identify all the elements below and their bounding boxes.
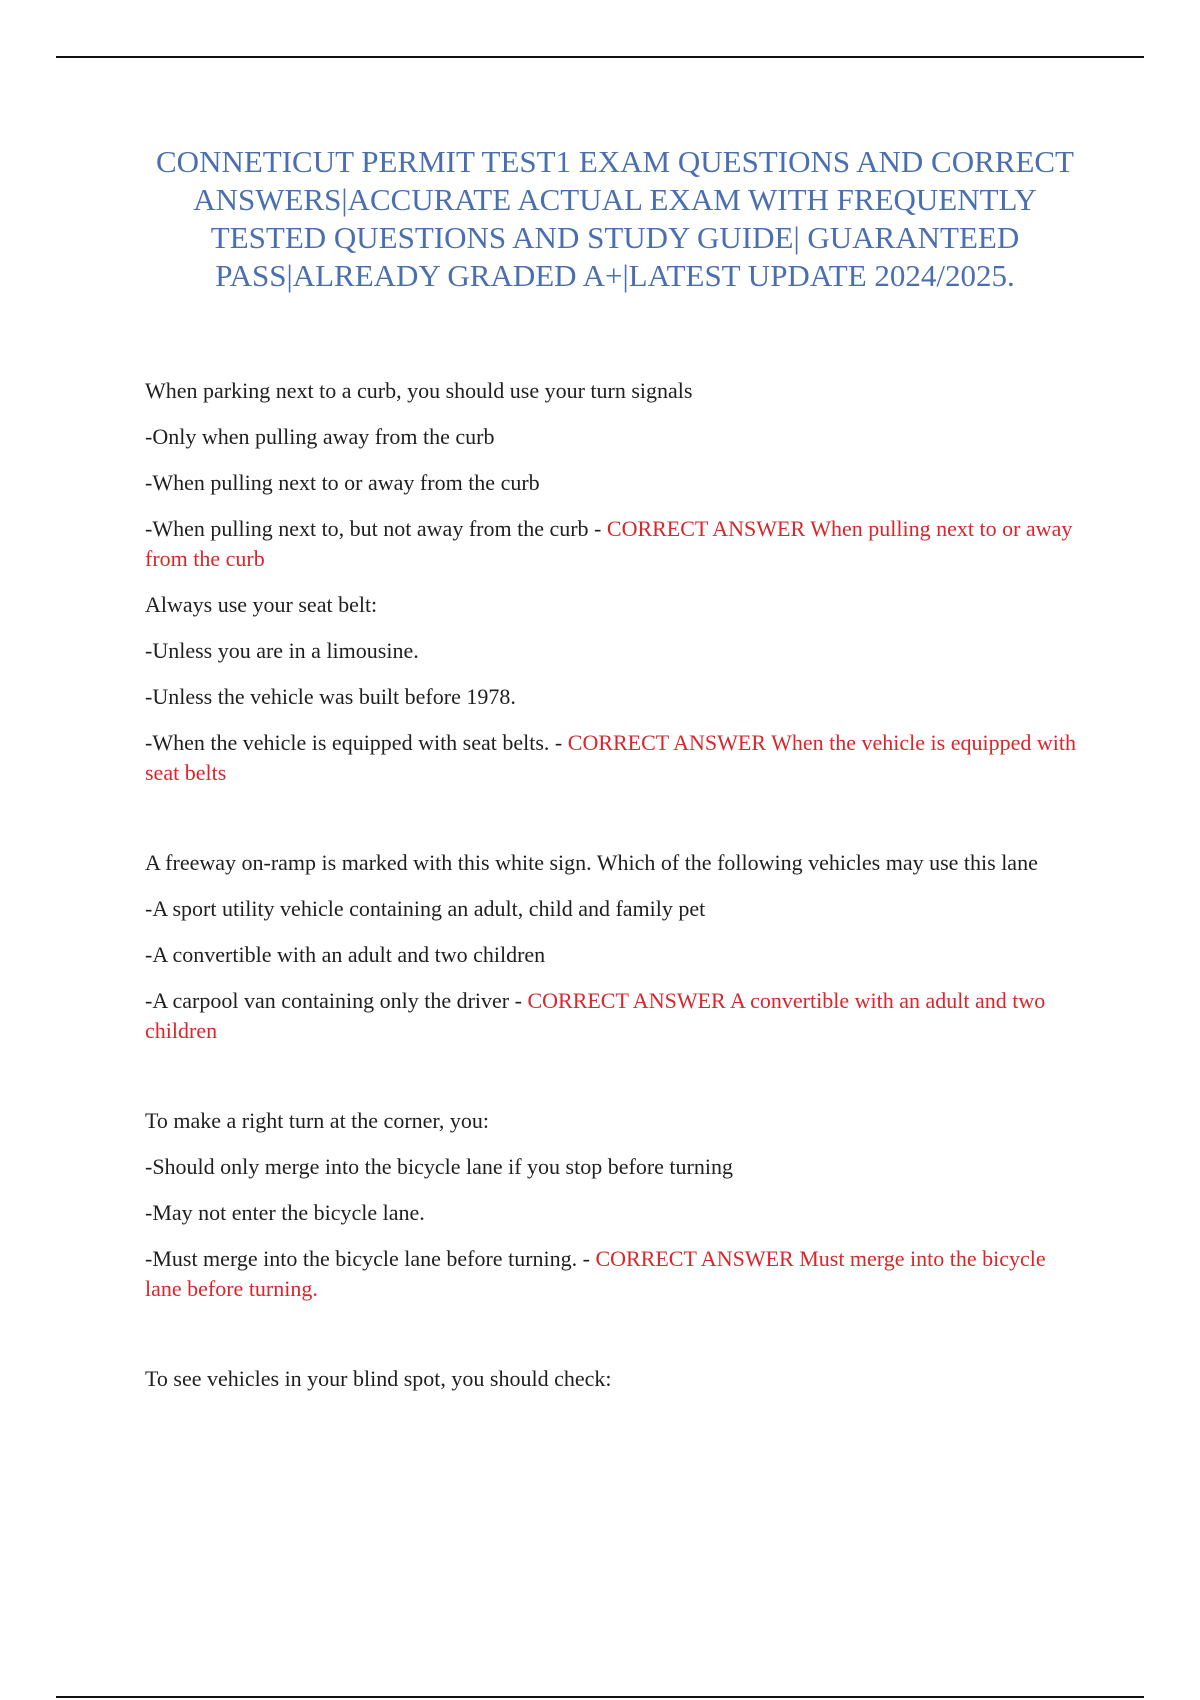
- document-body: [145, 376, 1080, 1410]
- question-text: To make a right turn at the corner, you:: [145, 1108, 489, 1133]
- answer-option: -A sport utility vehicle containing an adult, child and family pet: [145, 896, 706, 921]
- answer-option-with-correct: [145, 514, 1080, 574]
- question-text: To see vehicles in your blind spot, you should check:: [145, 1366, 612, 1391]
- correct-answer: CORRECT ANSWER When the vehicle is equipped with seat belts: [145, 730, 1076, 785]
- answer-option-with-correct: [145, 1244, 1080, 1304]
- answer-option: -Unless the vehicle was built before 1978.: [145, 684, 516, 709]
- answer-option: -Unless you are in a limousine.: [145, 638, 419, 663]
- question-block-1: [145, 376, 1080, 574]
- answer-option: -When the vehicle is equipped with seat belts. -: [145, 730, 568, 755]
- answer-option: -Only when pulling away from the curb: [145, 424, 495, 449]
- bottom-rule: [56, 1696, 1144, 1698]
- correct-answer: CORRECT ANSWER Must merge into the bicycle lane before turning.: [145, 1246, 1046, 1301]
- correct-answer: CORRECT ANSWER A convertible with an adult and two children: [145, 988, 1046, 1043]
- answer-option: -A carpool van containing only the driver -: [145, 988, 528, 1013]
- answer-option: -A convertible with an adult and two children: [145, 942, 546, 967]
- question-block-5: [145, 1364, 1080, 1394]
- question-text: A freeway on-ramp is marked with this white sign. Which of the following vehicles may use this lane: [145, 850, 1038, 875]
- correct-answer: CORRECT ANSWER When pulling next to or away from the curb: [145, 516, 1073, 571]
- question-block-2: [145, 590, 1080, 788]
- document-title: CONNETICUT PERMIT TEST1 EXAM QUESTIONS AND CORRECT ANSWERS|ACCURATE ACTUAL EXAM WITH FREQUENTLY TESTED QUESTIONS AND STUDY GUIDE| GUARANTEED PASS|ALREADY GRADED A+|LATEST UPDATE 2024/2025.: [156, 144, 1074, 293]
- answer-option: -When pulling next to or away from the curb: [145, 470, 540, 495]
- answer-option: -May not enter the bicycle lane.: [145, 1200, 425, 1225]
- answer-option: -When pulling next to, but not away from the curb -: [145, 516, 607, 541]
- answer-option-with-correct: [145, 986, 1080, 1046]
- question-text: When parking next to a curb, you should use your turn signals: [145, 378, 693, 403]
- answer-option-with-correct: [145, 728, 1080, 788]
- question-text: Always use your seat belt:: [145, 592, 378, 617]
- question-block-4: [145, 1106, 1080, 1304]
- answer-option: -Should only merge into the bicycle lane if you stop before turning: [145, 1154, 733, 1179]
- top-rule: [56, 56, 1144, 58]
- answer-option: -Must merge into the bicycle lane before turning. -: [145, 1246, 596, 1271]
- question-block-3: [145, 848, 1080, 1046]
